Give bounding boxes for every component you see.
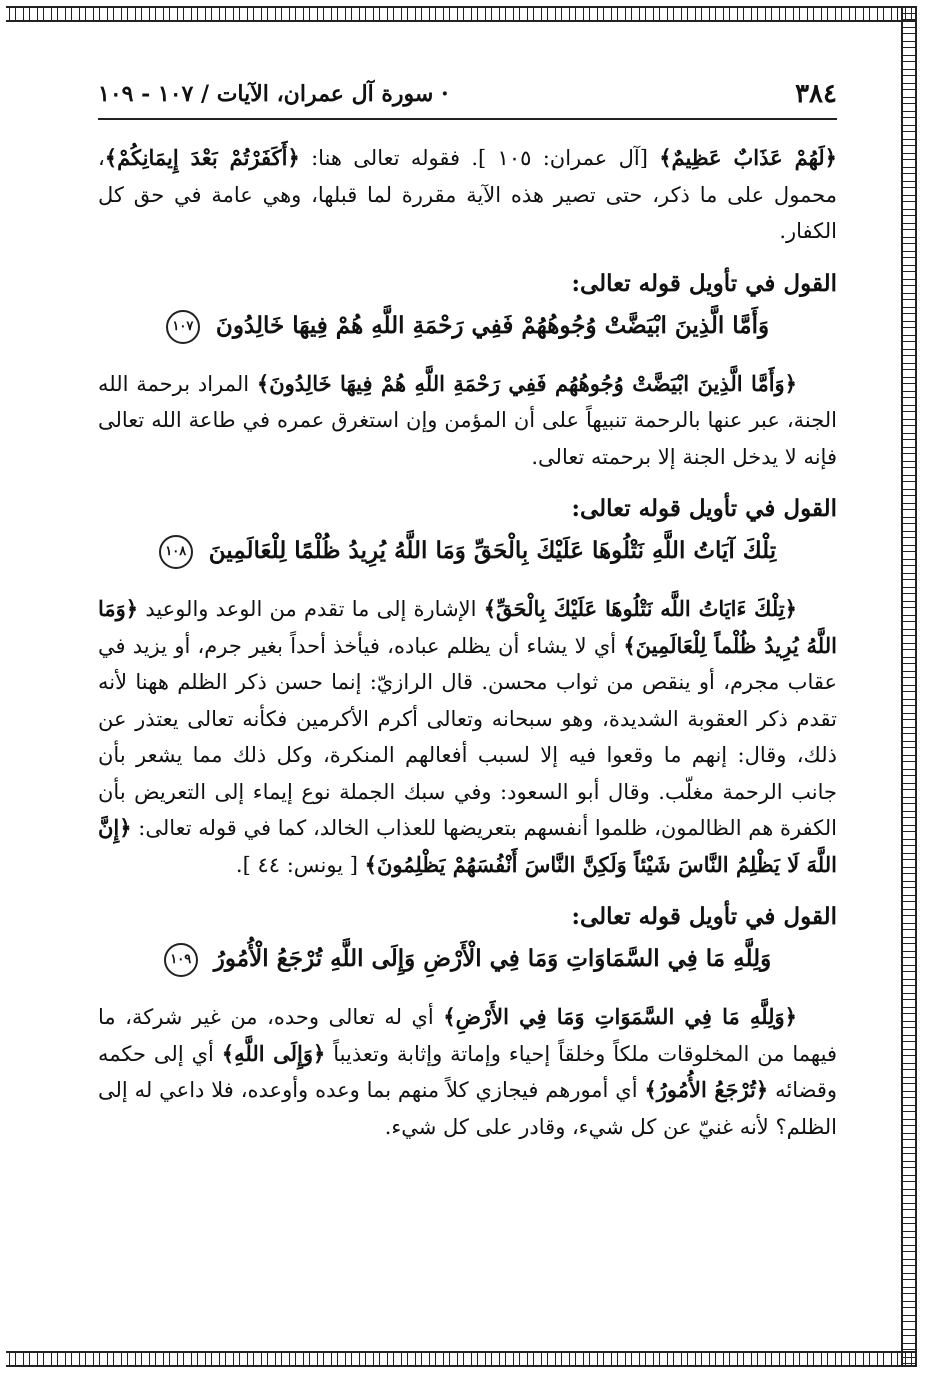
verse-text: تِلْكَ آيَاتُ اللَّهِ نَتْلُوهَا عَلَيْكَ بِالْحَقِّ وَمَا اللَّهُ يُرِيدُ ظُلْمًا لِلْعَالَمِينَ (208, 537, 777, 564)
quran-quote: ﴿وَإِلَى اللَّهِ﴾ (221, 1040, 326, 1066)
border-right-ornament (901, 6, 917, 1367)
border-top-ornament (6, 6, 917, 22)
quran-quote: ﴿تِلْكَ ءَايَاتُ اللَّه نَتْلُوهَا عَلَيْكَ بِالْحَقِّ﴾ (483, 596, 797, 621)
ayah-number-marker: ١٠٧ (166, 310, 200, 344)
verse-text: وَلِلَّهِ مَا فِي السَّمَاوَاتِ وَمَا فِي الْأَرْضِ وَإِلَى اللَّهِ تُرْجَعُ الْأُمُورُ (213, 945, 772, 972)
paragraph-107 (98, 366, 837, 476)
body-text: الإشارة إلى ما تقدم من الوعد والوعيد (138, 597, 484, 621)
quran-quote: ﴿وَلِلَّهِ مَا فِي السَّمَوَاتِ وَمَا فِي الأَرْضِ﴾ (443, 1004, 797, 1029)
quran-quote: ﴿تُرْجَعُ الأُمُورُ﴾ (644, 1077, 769, 1102)
quran-quote: ﴿وَأَمَّا الَّذِينَ ابْيَضَّتْ وُجُوهُهُم فَفِي رَحْمَةِ اللَّهِ هُمْ فِيهَا خَالِدُونَ﴾ (256, 370, 797, 396)
paragraph-intro (98, 140, 837, 250)
border-bottom-ornament (6, 1351, 917, 1367)
body-text: أي أمورهم فيجازي كلاً منهم بما وعده وأوعده، فلا داعي له إلى الظلم؟ لأنه غنيّ عن كل شيء، وقادر على كل شيء. (98, 1078, 837, 1139)
section-heading: القول في تأويل قوله تعالى: (571, 903, 837, 930)
section-heading: القول في تأويل قوله تعالى: (571, 269, 837, 297)
body-text: المراد برحمة الله الجنة، عبر عنها بالرحمة تنبيهاً على أن المؤمن وإن استغرق عمره في طاعة الله تعالى فإنه لا يدخل الجنة إلا برحمته تعالى. (98, 371, 837, 469)
body-text: أي له تعالى وحده، من غير شركة، ما فيهما من المخلوقات ملكاً وخلقاً إحياء وإماتة وإثابة وتعذيباً (98, 1005, 837, 1066)
ayah-number-marker: ١٠٨ (159, 535, 193, 569)
quran-quote: ﴿لَهُمْ عَذَابٌ عَظِيمٌ﴾ (659, 145, 837, 170)
verse-block (98, 304, 837, 348)
paragraph-109 (98, 999, 837, 1145)
page-number: ٣٨٤ (795, 79, 837, 109)
page-header (98, 70, 837, 120)
body-text: أي لا يشاء أن يظلم عباده، فيأخذ أحداً بغير جرم، أو يزيد في عقاب مجرم، أو ينقص من ثواب محسن. قال الرازيّ: إنما حسن ذكر الظلم ههنا لأنه تقدم ذكر العقوبة الشديدة، وهو سبحانه وتعالى أكرم الأكرمين فكأنه تعالى يعتذر عن ذلك، وقال: إنهم ما وقعوا فيه إلا لسبب أفعالهم المنكرة، وكل ذلك مما يشعر بأن جانب الرحمة مغلّب. وقال أبو السعود: وفي سبك الجملة نوع إيماء إلى التعريض بأن الكفرة هم الظالمون، ظلموا أنفسهم بتعريضها للعذاب الخالد، كما في قوله تعالى: (98, 633, 837, 840)
ayah-number-marker: ١٠٩ (164, 943, 198, 977)
quran-quote: ﴿إِنَّ اللَّهَ لَا يَظْلِمُ النَّاسَ شَيْئاً وَلَكِنَّ النَّاسَ أَنْفُسَهُمْ يَظْلِمُونَ﴾ (98, 815, 837, 877)
running-title: · سورة آل عمران، الآيات / ١٠٧ - ١٠٩ (98, 81, 449, 107)
quran-quote: ﴿أَكَفَرْتُمْ بَعْدَ إِيمَانِكُمْ﴾ (104, 145, 300, 170)
quran-quote: ﴿وَمَا اللَّهُ يُرِيدُ ظُلْماً لِلْعَالَمِينَ﴾ (98, 596, 837, 658)
verse-text: وَأَمَّا الَّذِينَ ابْيَضَّتْ وُجُوهُهُمْ فَفِي رَحْمَةِ اللَّهِ هُمْ فِيهَا خَالِدُونَ (215, 311, 770, 339)
verse-block (98, 529, 837, 573)
verse-reference: [آل عمران: ١٠٥ ]. (471, 146, 648, 170)
verse-reference: [ يونس: ٤٤ ]. (235, 852, 358, 877)
page-content (98, 140, 837, 1145)
section-heading: القول في تأويل قوله تعالى: (571, 495, 837, 522)
body-text: أي إلى حكمه وقضائه (98, 1041, 837, 1102)
verse-block (98, 937, 837, 981)
paragraph-108 (98, 591, 837, 883)
body-text: ، محمول على ما ذكر، حتى تصير هذه الآية مقررة لما قبلها، وهي عامة في حق كل الكفار. (98, 146, 837, 243)
body-text: فقوله تعالى هنا: (299, 146, 472, 170)
